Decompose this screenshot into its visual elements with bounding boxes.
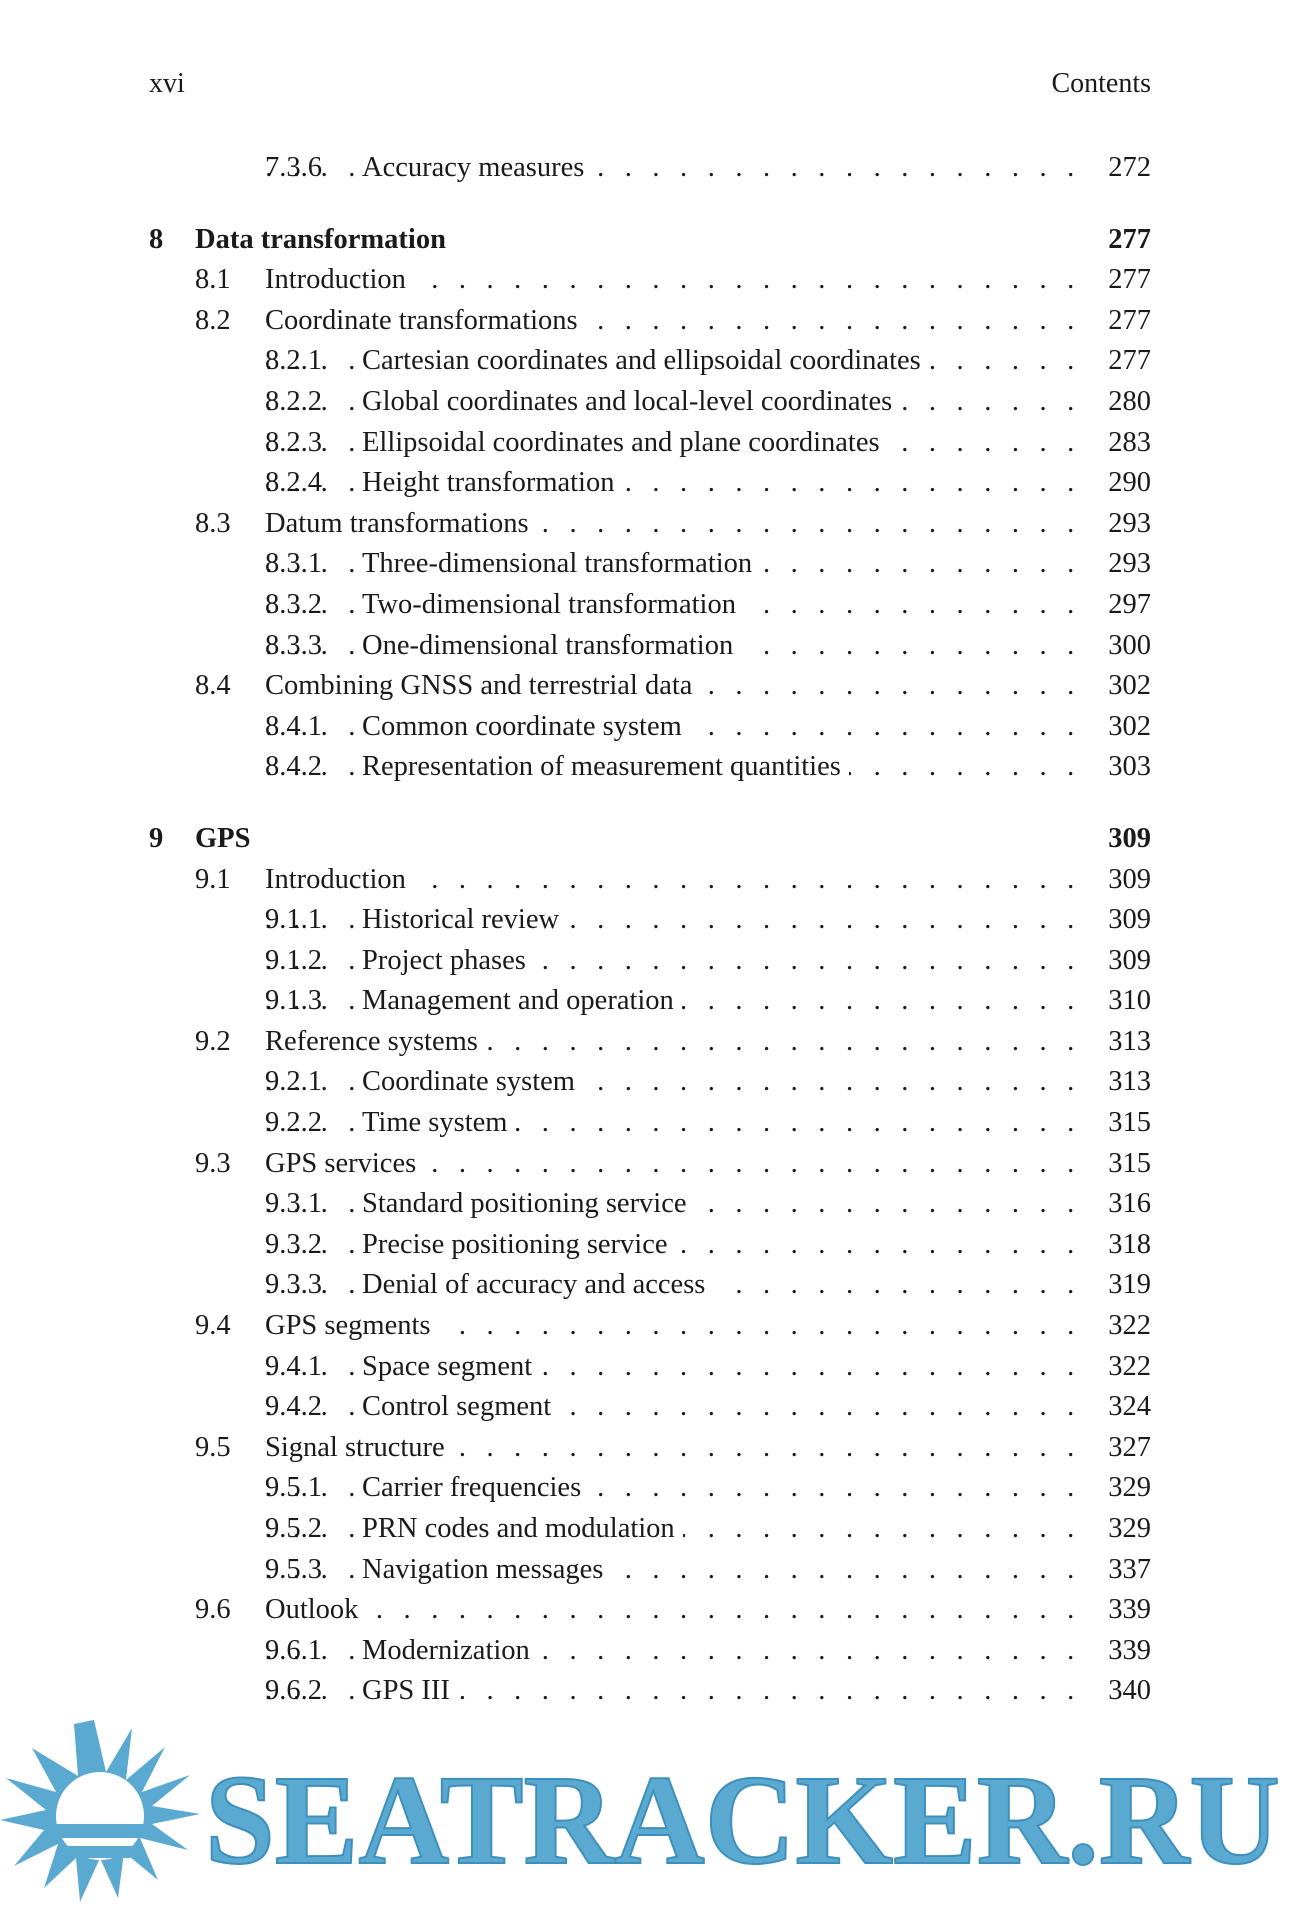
entry-page: 309 xyxy=(1108,863,1151,895)
entry-number: 9.3.2 xyxy=(265,1228,322,1260)
entry-title: Height transformation xyxy=(362,463,622,504)
entry-title: Navigation messages xyxy=(362,1550,611,1591)
toc-entry-9-1-1[interactable] xyxy=(149,900,1151,941)
toc-entry-9-2-1[interactable] xyxy=(149,1062,1151,1103)
toc-entry-7-3-6[interactable] xyxy=(149,148,1151,189)
entry-title: GPS services xyxy=(265,1144,424,1185)
toc-entry-8-3-2[interactable] xyxy=(149,585,1151,626)
entry-number: 9.6.2 xyxy=(265,1675,322,1707)
table-of-contents xyxy=(149,148,1151,1712)
entry-number: 9.2 xyxy=(195,1025,231,1057)
entry-page: 319 xyxy=(1108,1269,1151,1301)
entry-title: Denial of accuracy and access xyxy=(362,1265,713,1306)
entry-page: 318 xyxy=(1108,1228,1151,1260)
entry-title: One-dimensional transformation xyxy=(362,626,741,667)
watermark-text: SEATRACKER.RU xyxy=(205,1749,1280,1891)
entry-number: 8.2.1 xyxy=(265,345,322,377)
entry-page: 277 xyxy=(1108,345,1151,377)
toc-entry-9-1-2[interactable] xyxy=(149,941,1151,982)
entry-number: 8.2.2 xyxy=(265,385,322,417)
toc-entry-8-2[interactable] xyxy=(149,301,1151,342)
toc-entry-9-2-2[interactable] xyxy=(149,1103,1151,1144)
entry-number: 9.5 xyxy=(195,1431,231,1463)
entry-title: Datum transformations xyxy=(265,504,537,545)
entry-title: Introduction xyxy=(265,860,414,901)
entry-page: 313 xyxy=(1108,1066,1151,1098)
toc-entry-9-4-1[interactable] xyxy=(149,1347,1151,1388)
entry-title: Representation of measurement quantities xyxy=(362,747,849,788)
running-title: Contents xyxy=(1051,68,1151,99)
entry-number: 8.3.3 xyxy=(265,629,322,661)
entry-number: 8.2 xyxy=(195,304,231,336)
toc-entry-9-5-2[interactable] xyxy=(149,1509,1151,1550)
entry-page: 277 xyxy=(1108,264,1151,296)
entry-number: 9.5.1 xyxy=(265,1472,322,1504)
entry-number: 9.6.1 xyxy=(265,1634,322,1666)
chapter-number: 9 xyxy=(149,822,164,854)
entry-page: 297 xyxy=(1108,588,1151,620)
toc-entry-9-3-3[interactable] xyxy=(149,1265,1151,1306)
toc-entry-9-4-2[interactable] xyxy=(149,1387,1151,1428)
entry-page: 337 xyxy=(1108,1553,1151,1585)
watermark xyxy=(0,1720,1300,1906)
entry-title: Standard positioning service xyxy=(362,1184,695,1225)
chapter-page: 277 xyxy=(1108,223,1151,255)
entry-number: 9.2.2 xyxy=(265,1107,322,1139)
entry-number: 9.1 xyxy=(195,863,231,895)
entry-page: 327 xyxy=(1108,1431,1151,1463)
entry-page: 315 xyxy=(1108,1147,1151,1179)
entry-number: 8.3.1 xyxy=(265,548,322,580)
entry-title: Combining GNSS and terrestrial data xyxy=(265,666,700,707)
entry-page: 322 xyxy=(1108,1310,1151,1342)
toc-entry-9-5[interactable] xyxy=(149,1428,1151,1469)
toc-entry-9-3-1[interactable] xyxy=(149,1184,1151,1225)
entry-page: 324 xyxy=(1108,1391,1151,1423)
entry-title: Control segment xyxy=(362,1387,559,1428)
entry-page: 283 xyxy=(1108,426,1151,458)
chapter-title: Data transformation xyxy=(195,223,446,255)
toc-chapter-8[interactable] xyxy=(149,220,1151,261)
page-number-roman: xvi xyxy=(149,68,185,99)
entry-page: 290 xyxy=(1108,467,1151,499)
entry-title: Outlook xyxy=(265,1590,366,1631)
chapter-number: 8 xyxy=(149,223,164,255)
entry-number: 9.5.3 xyxy=(265,1553,322,1585)
entry-page: 303 xyxy=(1108,751,1151,783)
entry-page: 329 xyxy=(1108,1472,1151,1504)
toc-entry-9-4[interactable] xyxy=(149,1306,1151,1347)
entry-page: 309 xyxy=(1108,904,1151,936)
entry-page: 322 xyxy=(1108,1350,1151,1382)
toc-entry-8-2-4[interactable] xyxy=(149,463,1151,504)
entry-number: 9.2.1 xyxy=(265,1066,322,1098)
entry-title: Introduction xyxy=(265,260,414,301)
toc-entry-8-3-1[interactable] xyxy=(149,544,1151,585)
entry-page: 280 xyxy=(1108,385,1151,417)
entry-number: 7.3.6 xyxy=(265,152,322,183)
entry-title: GPS III xyxy=(362,1671,458,1712)
toc-chapter-9[interactable] xyxy=(149,819,1151,860)
entry-title: Historical review xyxy=(362,900,567,941)
toc-entry-9-6[interactable] xyxy=(149,1590,1151,1631)
running-head xyxy=(149,66,1151,102)
entry-title: Three-dimensional transformation xyxy=(362,544,760,585)
entry-page: 302 xyxy=(1108,710,1151,742)
entry-title: Two-dimensional transformation xyxy=(362,585,744,626)
entry-title: GPS segments xyxy=(265,1306,438,1347)
entry-title: Reference systems xyxy=(265,1022,486,1063)
entry-title: Coordinate transformations xyxy=(265,301,586,342)
entry-number: 8.4 xyxy=(195,670,231,702)
entry-page: 316 xyxy=(1108,1188,1151,1220)
toc-entry-8-1[interactable] xyxy=(149,260,1151,301)
entry-page: 293 xyxy=(1108,507,1151,539)
toc-entry-9-1-3[interactable] xyxy=(149,981,1151,1022)
toc-entry-8-3[interactable] xyxy=(149,504,1151,545)
entry-number: 8.2.4 xyxy=(265,467,322,499)
entry-number: 9.3 xyxy=(195,1147,231,1179)
entry-number: 9.1.3 xyxy=(265,985,322,1017)
entry-page: 339 xyxy=(1108,1634,1151,1666)
entry-page: 293 xyxy=(1108,548,1151,580)
entry-number: 9.4 xyxy=(195,1310,231,1342)
entry-page: 329 xyxy=(1108,1513,1151,1544)
entry-title: Time system xyxy=(362,1103,515,1144)
toc-entry-9-1[interactable] xyxy=(149,860,1151,901)
entry-number: 8.3.2 xyxy=(265,588,322,620)
entry-title: Carrier frequencies xyxy=(362,1468,589,1509)
entry-number: 8.4.1 xyxy=(265,710,322,742)
toc-entry-9-6-1[interactable] xyxy=(149,1631,1151,1672)
entry-number: 8.1 xyxy=(195,264,231,296)
entry-page: 315 xyxy=(1108,1107,1151,1139)
entry-page: 340 xyxy=(1108,1675,1151,1707)
entry-number: 9.1.1 xyxy=(265,904,322,936)
entry-number: 9.3.3 xyxy=(265,1269,322,1301)
sun-waves xyxy=(62,1846,138,1858)
entry-page: 272 xyxy=(1108,152,1151,183)
entry-number: 8.4.2 xyxy=(265,751,322,783)
entry-page: 339 xyxy=(1108,1594,1151,1626)
entry-number: 8.2.3 xyxy=(265,426,322,458)
toc-entry-8-4-2[interactable] xyxy=(149,747,1151,788)
toc-entry-8-2-1[interactable] xyxy=(149,341,1151,382)
toc-entry-9-3-2[interactable] xyxy=(149,1225,1151,1266)
toc-entry-8-2-3[interactable] xyxy=(149,423,1151,464)
entry-number: 9.3.1 xyxy=(265,1188,322,1220)
entry-number: 9.4.1 xyxy=(265,1350,322,1382)
entry-title: Common coordinate system xyxy=(362,707,690,748)
entry-title: Project phases xyxy=(362,941,534,982)
sun-horizon xyxy=(56,1824,144,1838)
dot-leader xyxy=(265,1590,1081,1631)
entry-title: Cartesian coordinates and ellipsoidal coordinates xyxy=(362,341,929,382)
entry-title: PRN codes and modulation xyxy=(362,1509,683,1550)
entry-title: Coordinate system xyxy=(362,1062,583,1103)
chapter-page: 309 xyxy=(1108,822,1151,854)
entry-page: 313 xyxy=(1108,1025,1151,1057)
entry-title: Accuracy measures xyxy=(362,148,592,189)
toc-entry-8-4[interactable] xyxy=(149,666,1151,707)
watermark-graphic xyxy=(0,1720,1300,1906)
sun-icon xyxy=(0,1720,200,1902)
entry-title: Ellipsoidal coordinates and plane coordinates xyxy=(362,423,888,464)
entry-title: Space segment xyxy=(362,1347,540,1388)
toc-entry-9-3[interactable] xyxy=(149,1144,1151,1185)
toc-entry-9-5-1[interactable] xyxy=(149,1468,1151,1509)
chapter-title: GPS xyxy=(195,822,251,854)
entry-page: 302 xyxy=(1108,670,1151,702)
entry-title: Management and operation xyxy=(362,981,682,1022)
toc-entry-8-2-2[interactable] xyxy=(149,382,1151,423)
toc-entry-8-3-3[interactable] xyxy=(149,626,1151,667)
entry-title: Modernization xyxy=(362,1631,538,1672)
toc-entry-9-6-2[interactable] xyxy=(149,1671,1151,1712)
entry-number: 9.6 xyxy=(195,1594,231,1626)
entry-page: 277 xyxy=(1108,304,1151,336)
entry-number: 8.3 xyxy=(195,507,231,539)
entry-page: 300 xyxy=(1108,629,1151,661)
entry-number: 9.1.2 xyxy=(265,944,322,976)
entry-number: 9.5.2 xyxy=(265,1513,322,1544)
toc-entry-9-2[interactable] xyxy=(149,1022,1151,1063)
toc-entry-9-5-3[interactable] xyxy=(149,1550,1151,1591)
entry-title: Precise positioning service xyxy=(362,1225,676,1266)
entry-title: Global coordinates and local-level coordinates xyxy=(362,382,900,423)
entry-number: 9.4.2 xyxy=(265,1391,322,1423)
entry-title: Signal structure xyxy=(265,1428,453,1469)
toc-entry-8-4-1[interactable] xyxy=(149,707,1151,748)
entry-page: 309 xyxy=(1108,944,1151,976)
entry-page: 310 xyxy=(1108,985,1151,1017)
